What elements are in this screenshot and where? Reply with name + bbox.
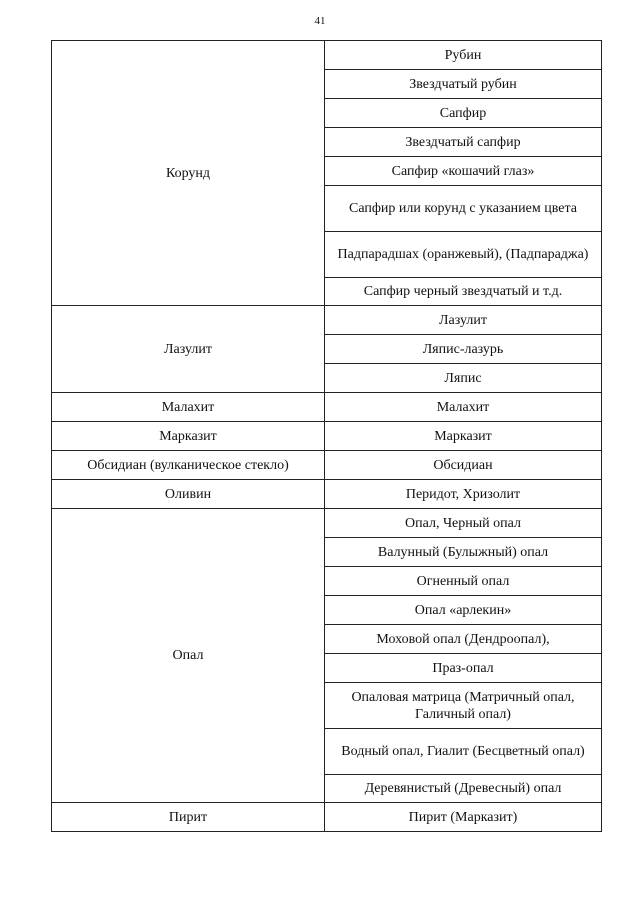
variety-cell: Ляпис bbox=[325, 364, 602, 393]
mineral-group-cell: Корунд bbox=[52, 41, 325, 306]
variety-cell: Рубин bbox=[325, 41, 602, 70]
table-row bbox=[52, 480, 602, 509]
mineral-group-cell: Пирит bbox=[52, 803, 325, 832]
variety-cell: Сапфир «кошачий глаз» bbox=[325, 157, 602, 186]
variety-cell: Сапфир черный звездчатый и т.д. bbox=[325, 278, 602, 306]
table-row bbox=[52, 393, 602, 422]
mineral-group-cell: Обсидиан (вулканическое стекло) bbox=[52, 451, 325, 480]
variety-cell: Праз-опал bbox=[325, 654, 602, 683]
variety-cell: Опаловая матрица (Матричный опал, Галичный опал) bbox=[325, 683, 602, 729]
variety-cell: Малахит bbox=[325, 393, 602, 422]
variety-cell: Деревянистый (Древесный) опал bbox=[325, 775, 602, 803]
variety-cell: Сапфир или корунд с указанием цвета bbox=[325, 186, 602, 232]
variety-cell: Валунный (Булыжный) опал bbox=[325, 538, 602, 567]
table-row bbox=[52, 451, 602, 480]
variety-cell: Падпарадшах (оранжевый), (Падпараджа) bbox=[325, 232, 602, 278]
variety-cell: Звездчатый сапфир bbox=[325, 128, 602, 157]
variety-cell: Пирит (Марказит) bbox=[325, 803, 602, 832]
mineral-group-cell: Оливин bbox=[52, 480, 325, 509]
gem-table bbox=[51, 40, 602, 832]
variety-cell: Марказит bbox=[325, 422, 602, 451]
variety-cell: Обсидиан bbox=[325, 451, 602, 480]
mineral-group-cell: Лазулит bbox=[52, 306, 325, 393]
table-row bbox=[52, 803, 602, 832]
mineral-group-cell: Марказит bbox=[52, 422, 325, 451]
variety-cell: Опал «арлекин» bbox=[325, 596, 602, 625]
table-row bbox=[52, 509, 602, 538]
variety-cell: Опал, Черный опал bbox=[325, 509, 602, 538]
variety-cell: Сапфир bbox=[325, 99, 602, 128]
variety-cell: Огненный опал bbox=[325, 567, 602, 596]
table-row bbox=[52, 41, 602, 70]
variety-cell: Водный опал, Гиалит (Бесцветный опал) bbox=[325, 729, 602, 775]
variety-cell: Перидот, Хризолит bbox=[325, 480, 602, 509]
page-number: 41 bbox=[314, 15, 326, 27]
variety-cell: Звездчатый рубин bbox=[325, 70, 602, 99]
mineral-group-cell: Опал bbox=[52, 509, 325, 803]
variety-cell: Ляпис-лазурь bbox=[325, 335, 602, 364]
variety-cell: Моховой опал (Дендроопал), bbox=[325, 625, 602, 654]
gem-table-body bbox=[52, 41, 602, 832]
table-row bbox=[52, 306, 602, 335]
variety-cell: Лазулит bbox=[325, 306, 602, 335]
table-row bbox=[52, 422, 602, 451]
mineral-group-cell: Малахит bbox=[52, 393, 325, 422]
